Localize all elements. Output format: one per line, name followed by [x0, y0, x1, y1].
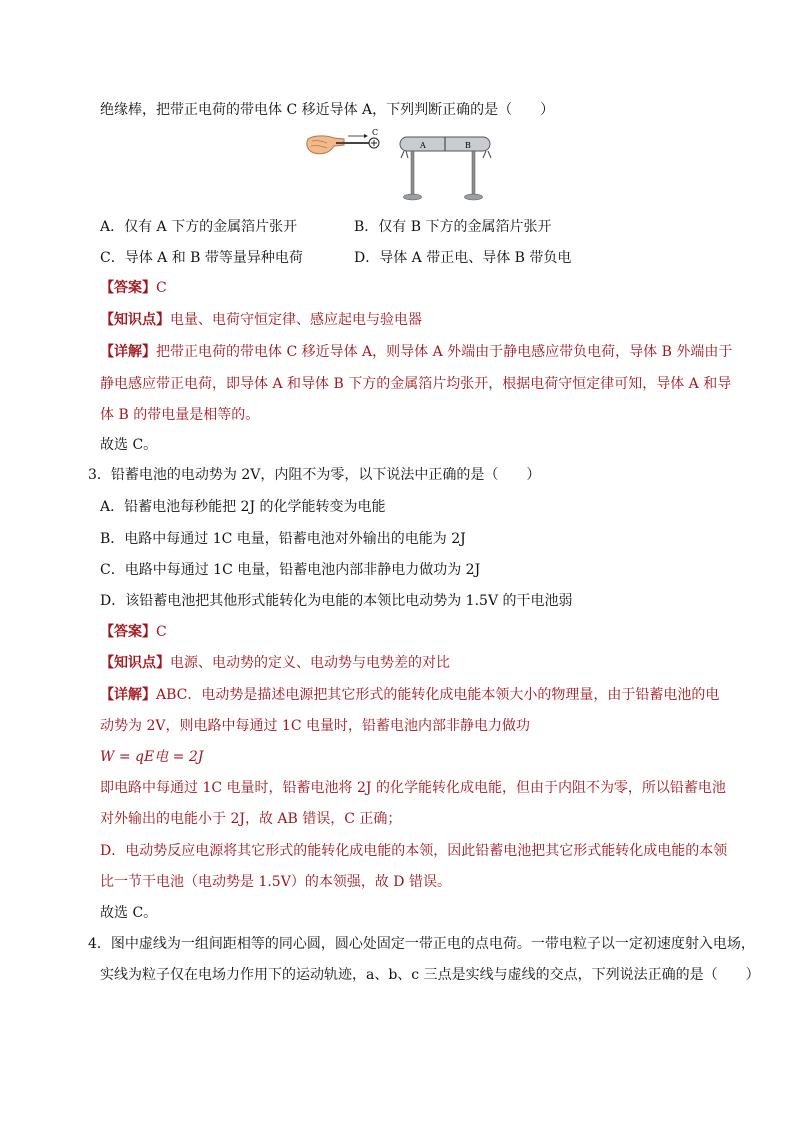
detail-tag: 【详解】: [100, 344, 156, 360]
q2-knowledge: [100, 310, 422, 330]
q3-detail-line-4: 对外输出的电能小于 2J，故 AB 错误，C 正确；: [100, 811, 402, 827]
knowledge-tag: 【知识点】: [100, 312, 170, 328]
q3-detail-line-2: 动势为 2V，则电路中每通过 1C 电量时，铅蓄电池内部非静电力做功: [100, 718, 530, 734]
q3-knowledge: [100, 653, 450, 673]
q3-option-b: B．电路中每通过 1C 电量，铅蓄电池对外输出的电能为 2J: [100, 531, 466, 547]
label-a: A: [420, 141, 426, 150]
answer-value: C: [156, 280, 167, 296]
q3-formula: W = qE电 = 2J: [100, 749, 204, 765]
q3-answer: [100, 622, 167, 642]
q2-conclusion: 故选 C。: [100, 437, 158, 453]
answer-value: C: [156, 624, 167, 640]
q4-stem-line-1: 4．图中虚线为一组间距相等的同心圆，圆心处固定一带正电的点电荷。一带电粒子以一定初速度射入电场，: [88, 936, 755, 952]
label-b: B: [465, 141, 471, 150]
electrostatic-induction-figure: [300, 127, 500, 205]
q2-detail-line-3: 体 B 的带电量是相等的。: [100, 407, 260, 423]
q2-option-c: C．导体 A 和 B 带等量异种电荷: [100, 250, 303, 266]
answer-tag: 【答案】: [100, 280, 156, 296]
q3-detail-line-3: 即电路中每通过 1C 电量时，铅蓄电池将 2J 的化学能转化成电能，但由于内阻不为零，所以铅蓄电池: [100, 780, 726, 796]
q4-stem-line-2: 实线为粒子仅在电场力作用下的运动轨迹，a、b、c 三点是实线与虚线的交点，下列说法正确的是（ ）: [100, 967, 760, 983]
knowledge-tag: 【知识点】: [100, 655, 170, 671]
q2-option-d: D．导体 A 带正电、导体 B 带负电: [354, 250, 572, 266]
q2-option-b: B．仅有 B 下方的金属箔片张开: [354, 219, 552, 235]
answer-tag: 【答案】: [100, 624, 156, 640]
q3-option-d: D．该铅蓄电池把其他形式能转化为电能的本领比电动势为 1.5V 的干电池弱: [100, 593, 573, 609]
label-c: C: [372, 128, 379, 137]
q3-option-c: C．电路中每通过 1C 电量，铅蓄电池内部非静电力做功为 2J: [100, 562, 481, 578]
q3-detail-line-5: D．电动势反应电源将其它形式的能转化成电能的本领，因此铅蓄电池把其它形式能转化成电能的本领: [100, 843, 728, 859]
q2-detail-line-1: 【详解】把带正电荷的带电体 C 移近导体 A，则导体 A 外端由于静电感应带负电荷，导体 B 外端由于: [100, 344, 733, 360]
q3-option-a: A．铅蓄电池每秒能把 2J 的化学能转变为电能: [100, 499, 386, 515]
q2-option-a: A．仅有 A 下方的金属箔片张开: [100, 219, 298, 235]
q3-conclusion: 故选 C。: [100, 905, 158, 921]
q3-stem: 3．铅蓄电池的电动势为 2V，内阻不为零，以下说法中正确的是（ ）: [88, 467, 541, 483]
q2-stem-tail: 绝缘棒，把带正电荷的带电体 C 移近导体 A，下列判断正确的是（ ）: [100, 102, 555, 118]
detail-tag: 【详解】: [100, 687, 156, 703]
q2-answer: [100, 278, 167, 298]
q2-detail-line-2: 静电感应带正电荷，即导体 A 和导体 B 下方的金属箔片均张开，根据电荷守恒定律可知，导体 A 和导: [100, 376, 732, 392]
q3-detail-line-6: 比一节干电池（电动势是 1.5V）的本领强，故 D 错误。: [100, 874, 451, 890]
knowledge-value: 电源、电动势的定义、电动势与电势差的对比: [170, 655, 450, 671]
q3-detail-line-1: 【详解】ABC．电动势是描述电源把其它形式的能转化成电能本领大小的物理量，由于铅蓄电池的电: [100, 687, 720, 703]
knowledge-value: 电量、电荷守恒定律、感应起电与验电器: [170, 312, 422, 328]
hand-icon: [307, 136, 344, 154]
